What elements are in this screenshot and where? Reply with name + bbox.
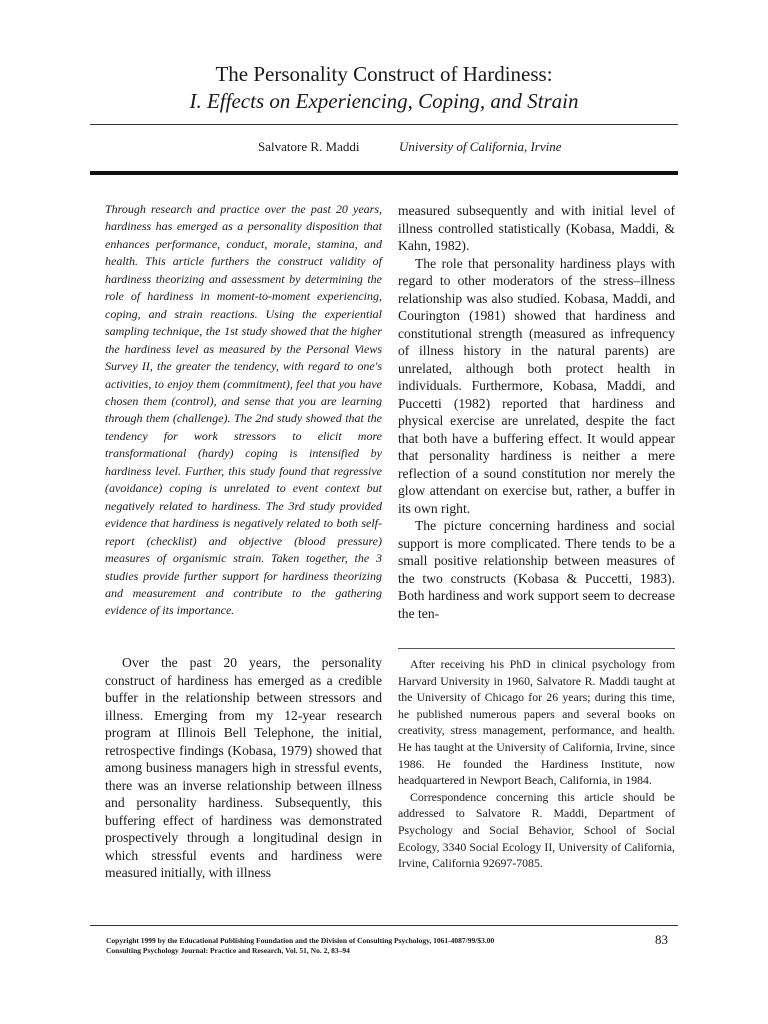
footnote-paragraph: After receiving his PhD in clinical psychology from Harvard University in 1960, Salvatore R. Maddi taught at the University of Chicago for 26 years; during this time, he published numerous papers and several books on creativity, stress management, performance, and health. He has taught at the University of California, Irvine, since 1986. He founded the Hardiness Institute, now headquartered in Newport Beach, California, in 1984. bbox=[398, 657, 675, 788]
byline-divider bbox=[90, 171, 678, 175]
footer-divider bbox=[90, 925, 678, 926]
footnote-divider bbox=[398, 648, 675, 649]
body-paragraph: measured subsequently and with initial level of illness controlled statistically (Kobasa, Maddi, & Kahn, 1982). bbox=[398, 203, 675, 253]
page-number: 83 bbox=[655, 932, 668, 947]
body-right-column bbox=[398, 202, 675, 622]
author-footnote bbox=[398, 656, 675, 872]
title-divider bbox=[90, 124, 678, 125]
body-left-column bbox=[105, 654, 382, 882]
body-paragraph: Over the past 20 years, the personality construct of hardiness has emerged as a credible buffer in the relationship between stressors and illness. Emerging from my 12-year research program at Illinois Bell Telephone, the initial, retrospective findings (Kobasa, 1979) showed that among business managers high in stressful events, there was an inverse relationship between illness and personality hardiness. Subsequently, this buffering effect of hardiness was demonstrated prospectively through a longitudinal design in which stressful events and hardiness were measured initially, with illness bbox=[105, 655, 382, 880]
footer-copyright bbox=[106, 936, 626, 955]
article-title: The Personality Construct of Hardiness: bbox=[215, 62, 553, 86]
copyright-line: Copyright 1999 by the Educational Publishing Foundation and the Division of Consulting Psychology, 1061-4087/99/$3.00 bbox=[106, 936, 495, 945]
author-name: Salvatore R. Maddi bbox=[258, 139, 360, 154]
journal-line: Consulting Psychology Journal: Practice and Research, Vol. 51, No. 2, 83–94 bbox=[106, 945, 350, 955]
body-paragraph: The picture concerning hardiness and social support is more complicated. There tends to be a small positive relationship between measures of the two constructs (Kobasa & Puccetti, 1983). Both hardiness and work support seem to decrease the ten- bbox=[398, 518, 675, 621]
abstract: Through research and practice over the past 20 years, hardiness has emerged as a personality disposition that enhances performance, conduct, morale, stamina, and health. This article furthers the construct validity of hardiness theorizing and assessment by determining the role of hardiness in moment-to-moment experiencing, coping, and strain reactions. Using the experiential sampling technique, the 1st study showed that the higher the hardiness level as measured by the Personal Views Survey II, the greater the tendency, with regard to one's activities, to enjoy them (commitment), feel that you have chosen them (control), and sense that you are learning through them (challenge). The 2nd study showed that the tendency for work stressors to elicit more transformational (hardy) coping is intensified by hardiness level. Further, this study found that regressive (avoidance) coping is unrelated to event context but negatively related to hardiness. The 3rd study provided evidence that hardiness is negatively related to both self-report (checklist) and objective (blood pressure) measures of organismic strain. Taken together, the 3 studies provide further support for hardiness theorizing and measurement and contribute to the gathering evidence of its importance. bbox=[105, 202, 382, 618]
footnote-paragraph: Correspondence concerning this article should be addressed to Salvatore R. Maddi, Department of Psychology and Social Behavior, School of Social Ecology, 3340 Social Ecology II, University of California, Irvine, California 92697-7085. bbox=[398, 789, 675, 871]
body-paragraph: The role that personality hardiness plays with regard to other moderators of the stress–illness relationship was also studied. Kobasa, Maddi, and Courington (1981) showed that hardiness and constitutional strength (measured as infrequency of illness history in the natural parents) are unrelated, although both protect health in individuals. Furthermore, Kobasa, Maddi, and Puccetti (1982) reported that hardiness and physical exercise are unrelated, despite the fact that both have a buffering effect. It would appear that personality hardiness is neither a mere reflection of a sound constitution nor merely the glow attendant on exercise but, rather, a buffer in its own right. bbox=[398, 255, 675, 516]
article-subtitle: I. Effects on Experiencing, Coping, and Strain bbox=[189, 89, 579, 113]
author-affiliation: University of California, Irvine bbox=[399, 139, 562, 154]
